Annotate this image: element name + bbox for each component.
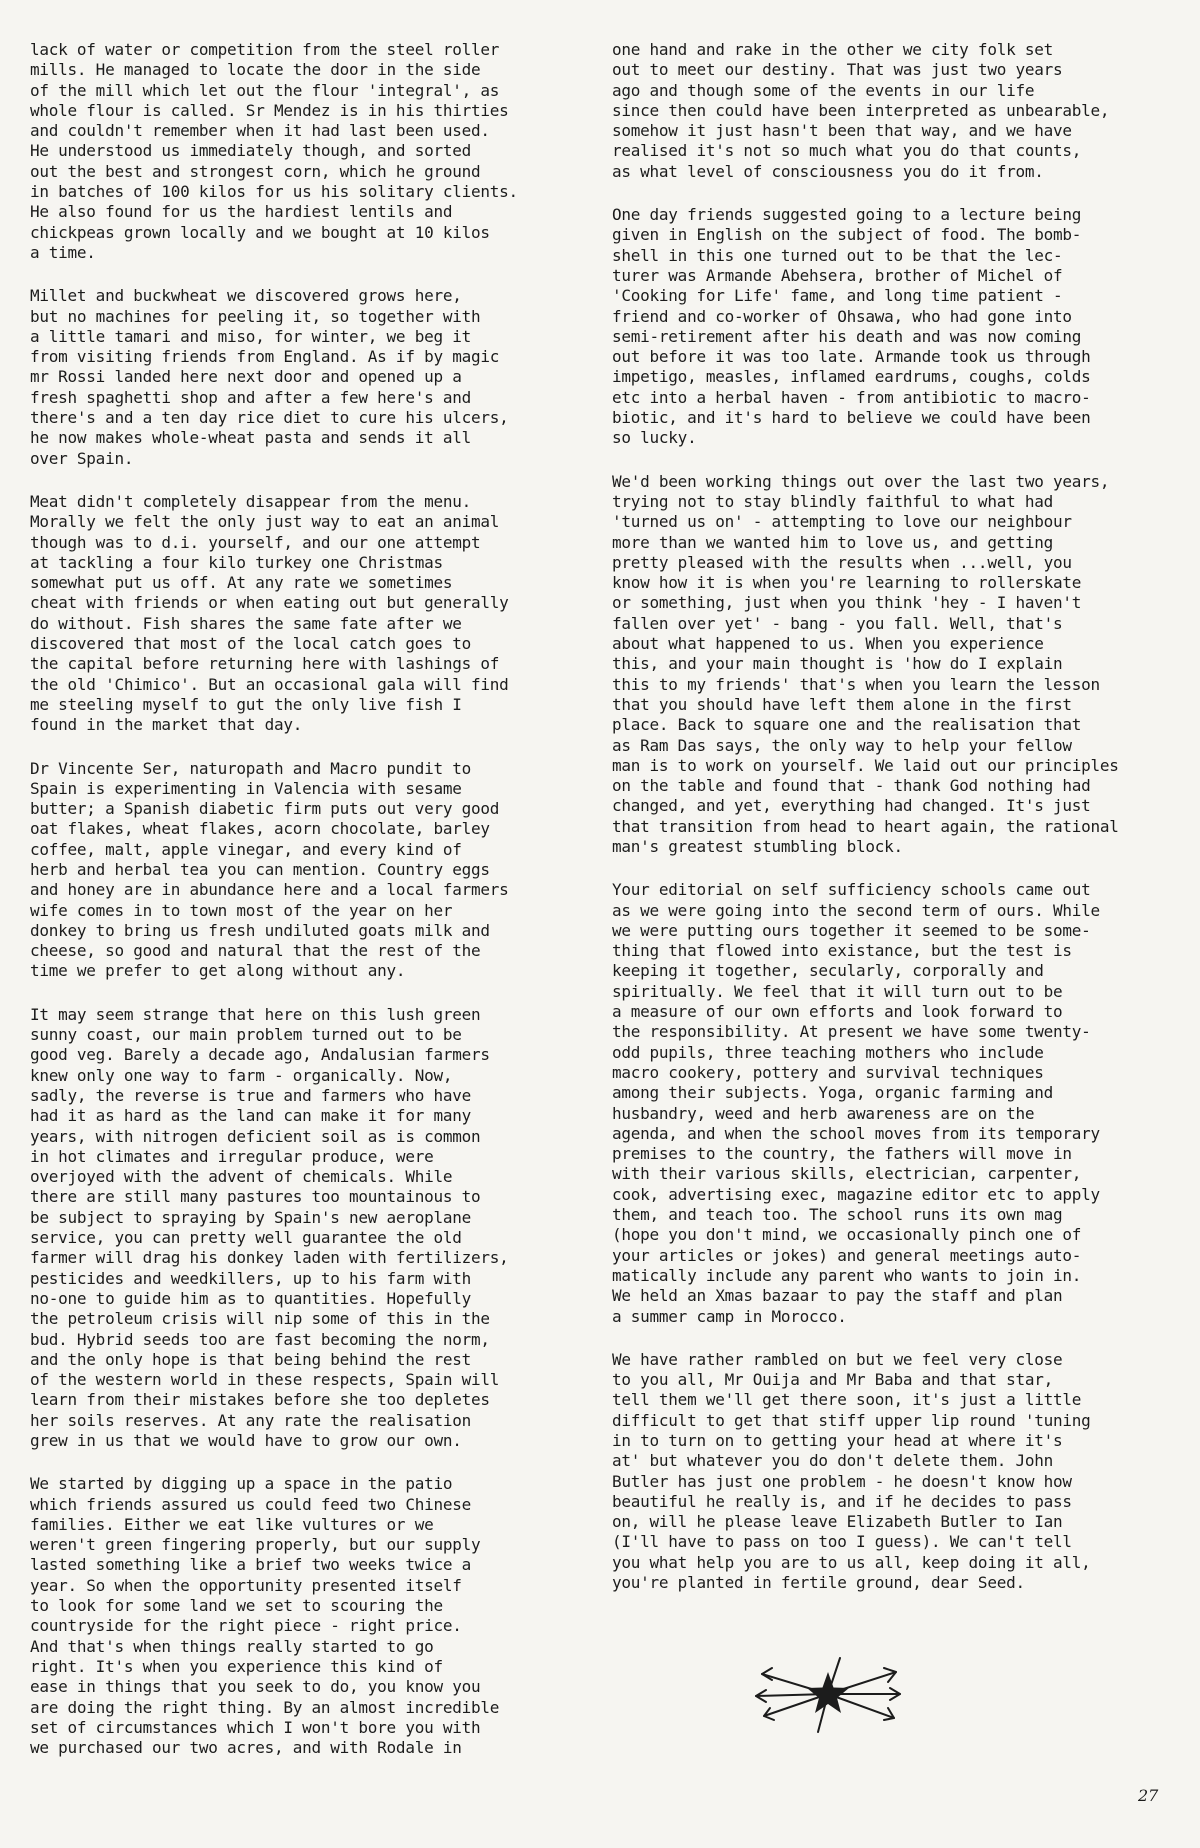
star-arrows-icon [748,1652,908,1736]
paragraph-good-veg: It may seem strange that here on this lush green sunny coast, our main problem turned out to be good veg. Barely a decade ago, Andalusian farmers knew only one way to farm - organically. Now, sadly, the reverse is true and farmers who have had it as hard as the land can make it for many years, with nitrogen deficient soil as is common in hot climates and irregular produce, were overjoyed with the advent of chemicals. While there are still many pastures too mountainous to be subject to spraying by Spain's new aeroplane service, you can pretty well guarantee the old farmer will drag his donkey laden with fertilizers, pesticides and weedkillers, up to his farm with no-one to guide him as to quantities. Hopefully the petroleum crisis will nip some of this in the bud. Hybrid seeds too are fast becoming the norm, and the only hope is that being behind the rest of the western world in these respects, Spain will learn from their mistakes before she too depletes her soils reserves. At any rate the realisation grew in us that we would have to grow our own. [30,1004,509,1450]
star-shape [807,1672,849,1713]
page-number: 27 [1138,1786,1159,1805]
right-column [612,40,1177,1616]
paragraph-dr-vincente-ser: Dr Vincente Ser, naturopath and Macro pundit to Spain is experimenting in Valencia with sesame butter; a Spanish diabetic firm puts out very good oat flakes, wheat flakes, acorn chocolate, barley coffee, malt, apple vinegar, and every kind of herb and herbal tea you can mention. Country eggs and honey are in abundance here and a local farmers wife comes in to town most of the year on her donkey to bring us fresh undiluted goats milk and cheese, so good and natural that the rest of the time we prefer to get along without any. [30,758,509,981]
paragraph-digging-patio: We started by digging up a space in the patio which friends assured us could feed two Chinese families. Either we eat like vultures or we weren't green fingering properly, but our supply lasted something like a brief two weeks twice a year. So when the opportunity presented itself to look for some land we set to scouring the countryside for the right piece - right price. And that's when things really started to go right. It's when you experience this kind of ease in things that you seek to do, you know you are doing the right thing. By an almost incredible set of circumstances which I won't bore you with we purchased our two acres, and with Rodale in [30,1474,500,1758]
paragraph-lecture: One day friends suggested going to a lecture being given in English on the subject of food. The bomb- shell in this one turned out to be that the lec- turer was Armande Abehsera, brother of Michel of 'Cooking for Life' fame, and long time patient - friend and co-worker of Ohsawa, who had gone into semi-retirement after his death and was now coming out before it was too late. Armande took us through impetigo, measles, inflamed eardrums, coughs, colds etc into a herbal haven - from antibiotic to macro- biotic, and it's hard to believe we could have been so lucky. [612,205,1091,448]
paragraph-millet-buckwheat: Millet and buckwheat we discovered grows here, but no machines for peeling it, so together with a little tamari and miso, for winter, we beg it from visiting friends from England. As if by magic mr Rossi landed here next door and opened up a fresh spaghetti shop and after a few here's and there's and a ten day rice diet to cure his ulcers, he now makes whole-wheat pasta and sends it all over Spain. [30,286,509,468]
left-column [30,40,580,1781]
paragraph-flour-mill: lack of water or competition from the steel roller mills. He managed to locate the door in the side of the mill which let out the flour 'integral', as whole flour is called. Sr Mendez is in his thirties and couldn't remember when it had last been used. He understood us immediately though, and sorted out the best and strongest corn, which he ground in batches of 100 kilos for us his solitary clients. He also found for us the hardiest lentils and chickpeas grown locally and we bought at 10 kilos a time. [30,40,518,262]
paragraph-working-things-out: We'd been working things out over the last two years, trying not to stay blindly faithful to what had 'turned us on' - attempting to love our neighbour more than we wanted him to love us, and getting pretty pleased with the results when ...well, you know how it is when you're learning to rollerskate or something, just when you think 'hey - I haven't fallen over yet' - bang - you fall. Well, that's about what happened to us. When you experience this, and your main thought is 'how do I explain this to my friends' that's when you learn the lesson that you should have left them alone in the first place. Back to square one and the realisation that as Ram Das says, the only way to help your fellow man is to work on yourself. We laid out our principles on the table and found that - thank God nothing had changed, and yet, everything had changed. It's just that transition from head to heart again, the rational man's greatest stumbling block. [612,471,1119,856]
paragraph-school: Your editorial on self sufficiency schools came out as we were going into the second term of ours. While we were putting ours together it seemed to be some- thing that flowed into existance, but the test is keeping it together, secularly, corporally and spiritually. We feel that it will turn out to be a measure of our own efforts and look forward to the responsibility. At present we have some twenty- odd pupils, three teaching mothers who include macro cookery, pottery and survival techniques among their subjects. Yoga, organic farming and husbandry, weed and herb awareness are on the agenda, and when the school moves from its temporary premises to the country, the fathers will move in with their various skills, electrician, carpenter, cook, advertising exec, magazine editor etc to apply them, and teach too. The school runs its own mag (hope you don't mind, we occasionally pinch one of your articles or jokes) and general meetings auto- matically include any parent who wants to join in. We held an Xmas bazaar to pay the staff and plan a summer camp in Morocco. [612,880,1100,1326]
paragraph-meat: Meat didn't completely disappear from the menu. Morally we felt the only just way to eat an animal though was to d.i. yourself, and our one attempt at tackling a four kilo turkey one Christmas somewhat put us off. At any rate we sometimes cheat with friends or when eating out but generally do without. Fish shares the same fate after we discovered that most of the local catch goes to the capital before returning here with lashings of the old 'Chimico'. But an occasional gala will find me steeling myself to gut the only live fish I found in the market that day. [30,491,509,735]
paragraph-city-folk: one hand and rake in the other we city folk set out to meet our destiny. That was just two years ago and though some of the events in our life since then could have been interpreted as unbearable, somehow it just hasn't been that way, and we have realised it's not so much what you do that counts, as what level of consciousness you do it from. [612,40,1110,181]
paragraph-closing: We have rather rambled on but we feel very close to you all, Mr Ouija and Mr Baba and that star, tell them we'll get there soon, it's just a little difficult to get that stiff upper lip round 'tuning in to turn on to getting your head at where it's at' but whatever you do don't delete them. John Butler has just one problem - he doesn't know how beautiful he really is, and if he decides to pass on, will he please leave Elizabeth Butler to Ian (I'll have to pass on too I guess). We can't tell you what help you are to us all, keep doing it all, you're planted in fertile ground, dear Seed. [612,1349,1091,1593]
